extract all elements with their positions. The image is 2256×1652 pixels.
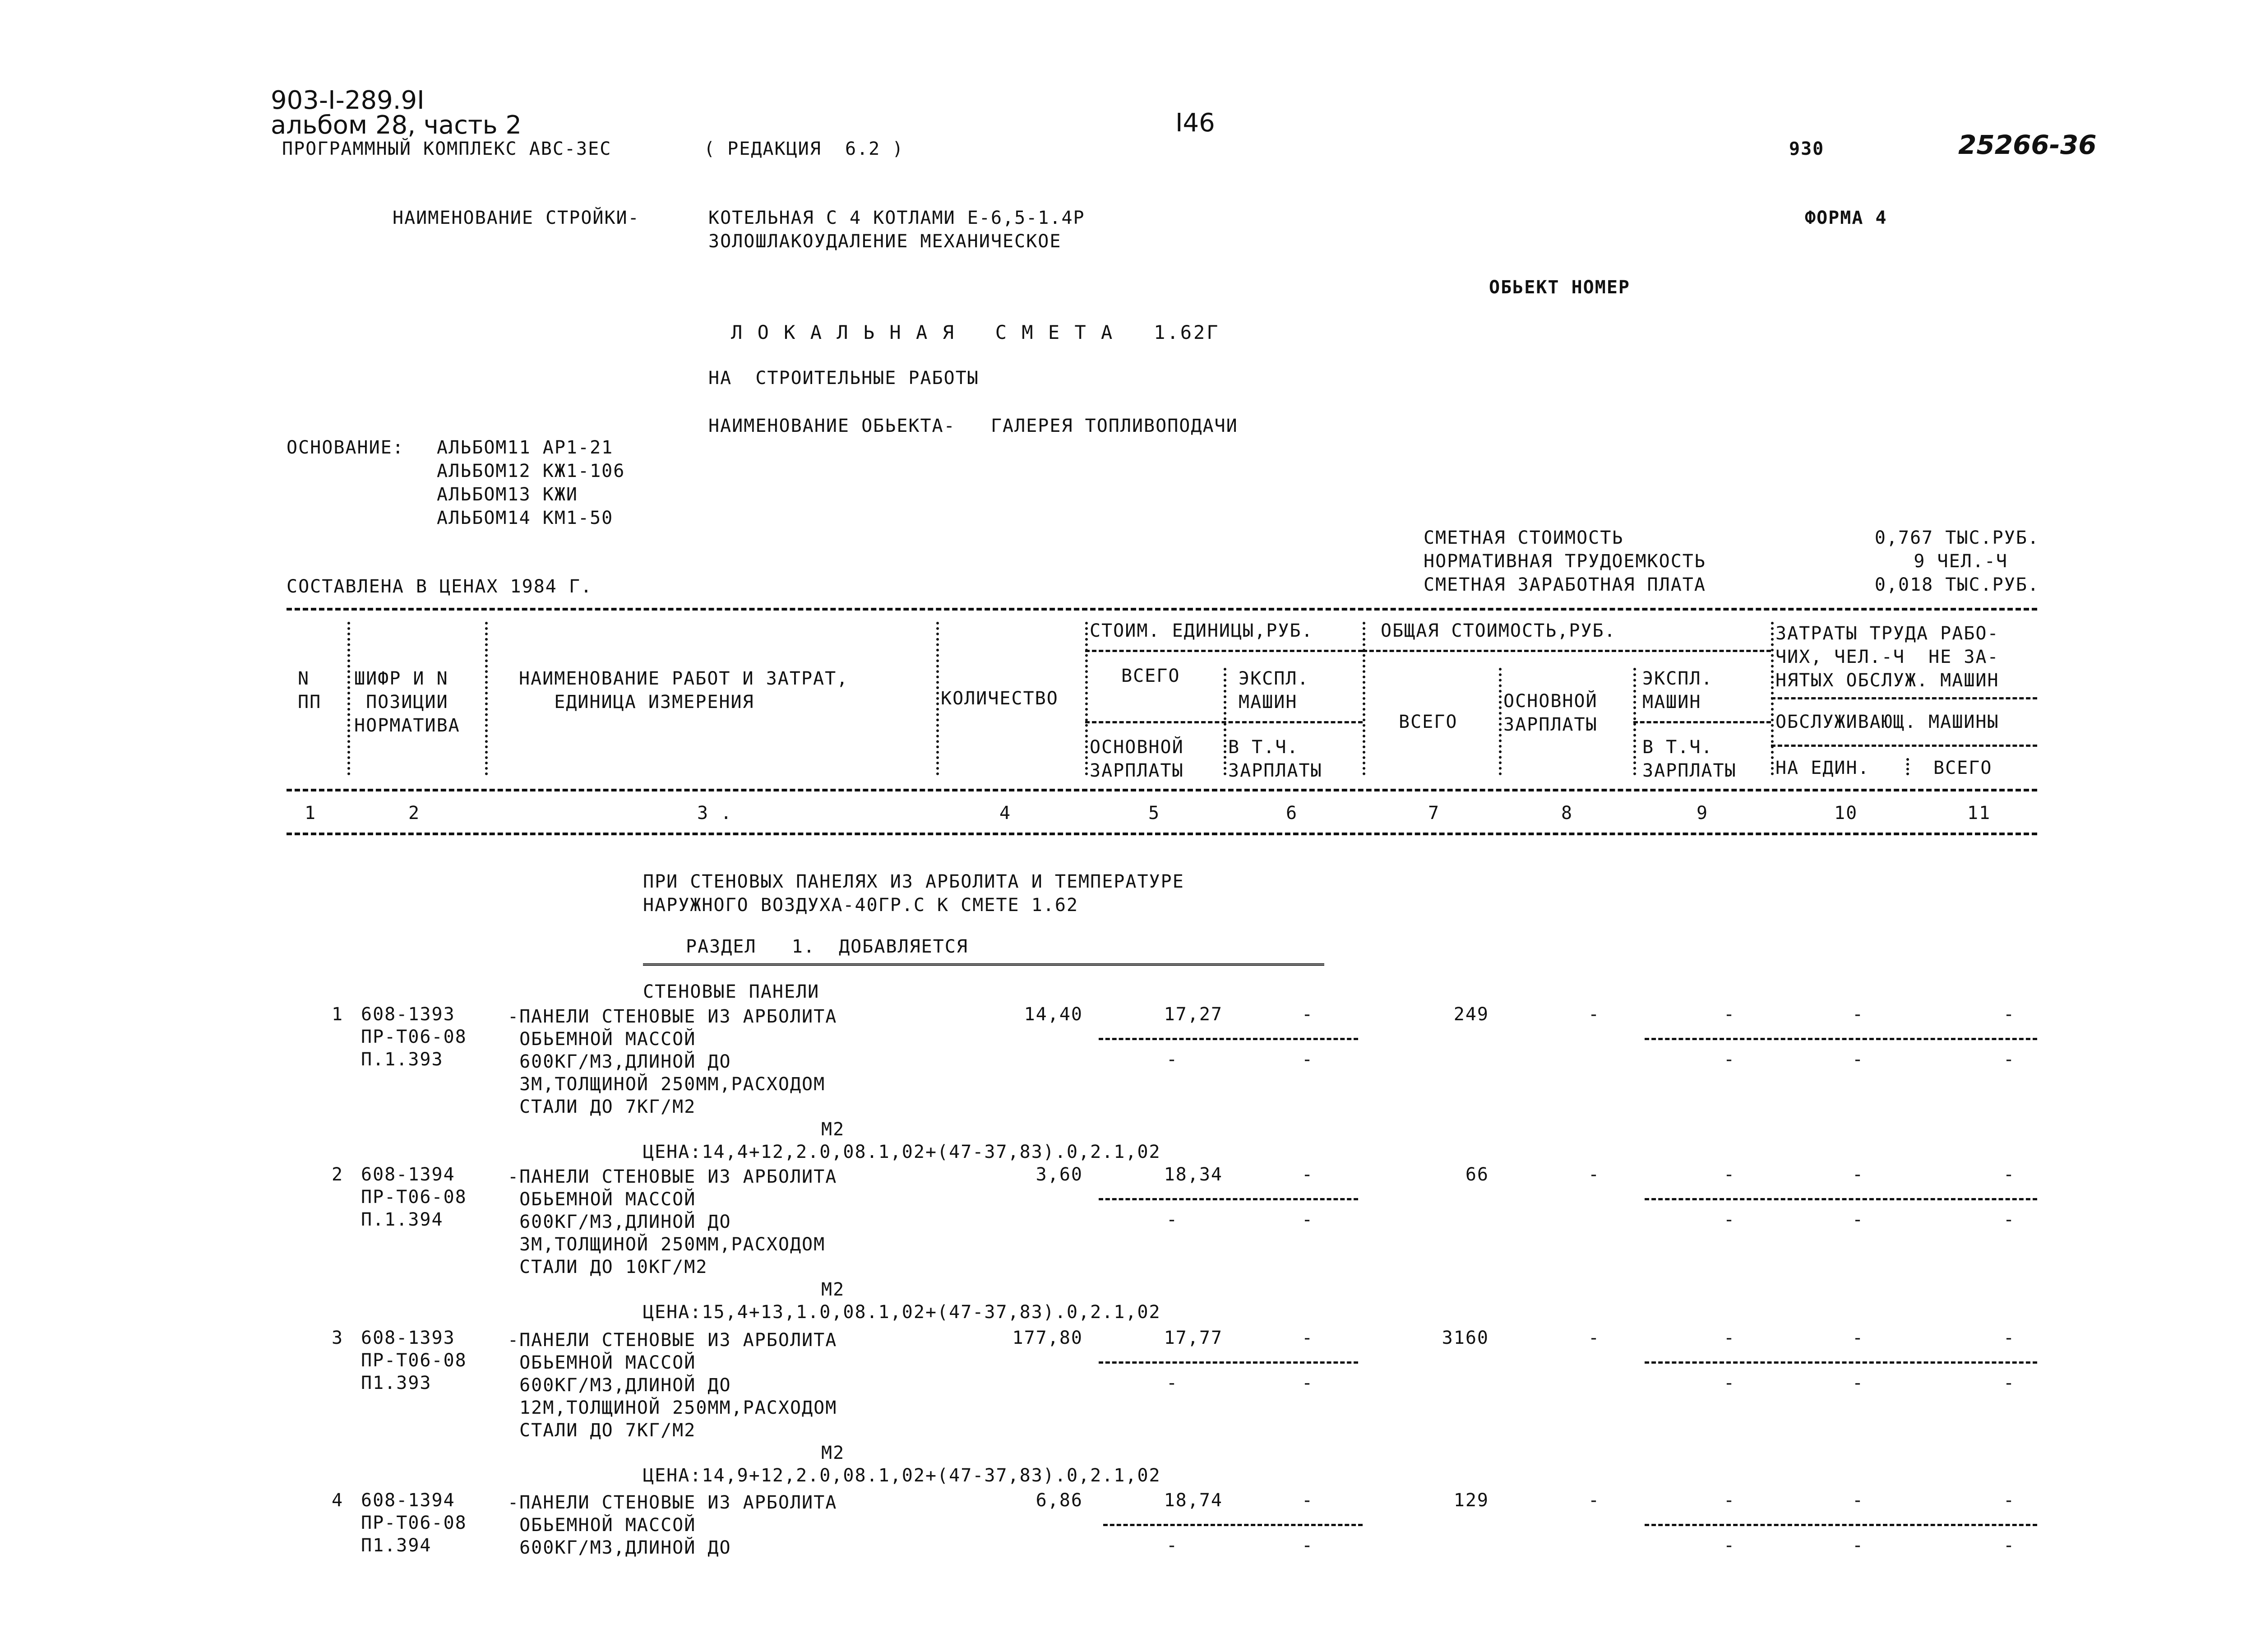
cell-separator [1099,1198,1358,1200]
cell-separator [1645,1198,2037,1200]
header-quantity: КОЛИЧЕСТВО [941,688,1059,709]
header-sub-rule [1085,650,1363,652]
header-total-wage: ОСНОВНОЙ ЗАРПЛАТЫ [1503,691,1598,735]
row-unit-price: 18,34 [1164,1164,1223,1185]
row-unit-price: 18,74 [1164,1490,1223,1511]
page-number: I46 [1175,108,1215,138]
basis-item: АЛЬБОМ11 АР1-21 [437,437,614,458]
header-unit-cost: СТОИМ. ЕДИНИЦЫ,РУБ. [1090,620,1313,641]
row-unit-machines: - [1302,1164,1314,1185]
row-description: -ПАНЕЛИ СТЕНОВЫЕ ИЗ АРБОЛИТА ОБЬЕМНОЙ МАССОЙ 600КГ/М3,ДЛИНОЙ ДО 12М,ТОЛЩИНОЙ 250ММ,РАСХОДОМ СТАЛИ ДО 7КГ/М2 [508,1330,837,1441]
header-sub-rule [1771,697,2037,699]
archive-code: 25266-36 [1958,130,2097,160]
row-total-machine-wage: - [1724,1535,1736,1556]
header-labor-total: ВСЕГО [1933,758,1992,778]
row-code: П.1.393 [361,1049,444,1070]
header-unit-machines: ЭКСПЛ. МАШИН [1239,668,1309,713]
edition-label: ( РЕДАКЦИЯ 6.2 ) [704,139,904,159]
column-number: 10 [1834,803,1858,824]
row-labor-machine-unit: - [1852,1209,1864,1230]
row-code: ПР-Т06-08 [361,1350,467,1371]
column-number: 4 [999,803,1012,824]
header-labor: ЗАТРАТЫ ТРУДА РАБО- ЧИХ, ЧЕЛ.-Ч НЕ ЗА- НЯТЫХ ОБСЛУЖ. МАШИН [1775,623,1999,691]
basis-item: АЛЬБОМ12 КЖ1-106 [437,461,625,481]
column-divider [1363,622,1365,775]
row-number: 4 [332,1490,344,1511]
row-unit-machines: - [1302,1490,1314,1511]
total-value: 9 ЧЕЛ.-Ч [1914,551,2008,572]
row-labor-total: - [2003,1328,2016,1348]
row-labor-machine-total: - [2003,1373,2016,1393]
header-unit-total: ВСЕГО [1121,666,1180,686]
column-divider [1499,668,1502,775]
row-description: -ПАНЕЛИ СТЕНОВЫЕ ИЗ АРБОЛИТА ОБЬЕМНОЙ МАССОЙ 600КГ/М3,ДЛИНОЙ ДО 3М,ТОЛЩИНОЙ 250ММ,РАСХОДОМ СТАЛИ ДО 10КГ/М2 [508,1166,837,1277]
header-work-name: НАИМЕНОВАНИЕ РАБОТ И ЗАТРАТ, ЕДИНИЦА ИЗМЕРЕНИЯ [519,668,849,713]
basis-item: АЛЬБОМ13 КЖИ [437,484,578,505]
total-label: СМЕТНАЯ СТОИМОСТЬ [1424,528,1624,548]
cell-separator [1645,1524,2037,1526]
header-sub-rule [1085,721,1363,723]
row-labor-machine-unit: - [1852,1373,1864,1393]
prices-basis: СОСТАВЛЕНА В ЦЕНАХ 1984 Г. [287,576,593,597]
column-number: 11 [1967,803,1991,824]
header-row-number: N ПП [298,668,322,713]
header-bottom-rule [287,789,2037,791]
column-number: 9 [1697,803,1709,824]
row-code: ПР-Т06-08 [361,1027,467,1047]
object-name: НАИМЕНОВАНИЕ ОБЬЕКТА- ГАЛЕРЕЯ ТОПЛИВОПОДАЧИ [708,416,1238,436]
column-number: 3 . [697,803,733,824]
column-divider [1906,758,1909,775]
row-total-machines: - [1724,1004,1736,1025]
header-sub-rule [1363,650,1771,652]
table-top-rule [287,608,2037,611]
row-price-formula: ЦЕНА:15,4+13,1.0,08.1,02+(47-37,83).0,2.1,02 [643,1302,1161,1323]
column-number: 5 [1148,803,1160,824]
row-code: П1.394 [361,1535,432,1556]
header-labor-machines: ОБСЛУЖИВАЮЩ. МАШИНЫ [1775,712,1999,732]
section-note: ПРИ СТЕНОВЫХ ПАНЕЛЯХ ИЗ АРБОЛИТА И ТЕМПЕРАТУРЕ НАРУЖНОГО ВОЗДУХА-40ГР.С К СМЕТЕ 1.62 [643,871,1184,916]
row-unit-wage: - [1166,1373,1179,1393]
group-title: СТЕНОВЫЕ ПАНЕЛИ [643,981,820,1002]
column-divider [1085,622,1088,775]
sheet-number: 930 [1789,139,1825,159]
total-label: НОРМАТИВНАЯ ТРУДОЕМКОСТЬ [1424,551,1706,572]
row-unit-price: 17,77 [1164,1328,1223,1348]
row-labor-machine-total: - [2003,1049,2016,1070]
form-label: ФОРМА 4 [1805,208,1887,228]
header-total-machines: ЭКСПЛ. МАШИН [1642,668,1713,713]
row-unit: М2 [821,1279,845,1300]
header-unit-wage: ОСНОВНОЙ ЗАРПЛАТЫ [1090,737,1184,781]
cell-separator [1103,1524,1363,1526]
column-divider [485,622,488,775]
row-unit-wage: - [1166,1209,1179,1230]
header-total-machine-wage: В Т.Ч. ЗАРПЛАТЫ [1642,737,1737,781]
cell-separator [1645,1038,2037,1040]
row-quantity: 6,86 [1036,1490,1083,1511]
row-unit: М2 [821,1119,845,1140]
row-total-wage: - [1588,1164,1600,1185]
row-total: 249 [1453,1004,1489,1025]
row-total-machines: - [1724,1328,1736,1348]
header-sub-rule [1633,721,1771,723]
row-total-machine-wage: - [1724,1209,1736,1230]
object-number-label: ОБЬЕКТ НОМЕР [1489,277,1630,298]
basis-item: АЛЬБОМ14 КМ1-50 [437,508,614,528]
row-labor-machine-unit: - [1852,1049,1864,1070]
row-code: 608-1393 [361,1004,455,1025]
row-labor-machine-total: - [2003,1535,2016,1556]
row-labor-unit: - [1852,1490,1864,1511]
row-unit-price: 17,27 [1164,1004,1223,1025]
column-number: 8 [1561,803,1573,824]
row-labor-unit: - [1852,1004,1864,1025]
total-label: СМЕТНАЯ ЗАРАБОТНАЯ ПЛАТА [1424,574,1706,595]
row-unit-machine-wage: - [1302,1049,1314,1070]
row-total: 66 [1465,1164,1489,1185]
row-description: -ПАНЕЛИ СТЕНОВЫЕ ИЗ АРБОЛИТА ОБЬЕМНОЙ МАССОЙ 600КГ/М3,ДЛИНОЙ ДО 3М,ТОЛЩИНОЙ 250ММ,РАСХОДОМ СТАЛИ ДО 7КГ/М2 [508,1006,837,1117]
cell-separator [1645,1361,2037,1364]
row-quantity: 3,60 [1036,1164,1083,1185]
row-unit-machine-wage: - [1302,1373,1314,1393]
row-code: П1.393 [361,1373,432,1393]
document-code: 903-I-289.9I [271,86,425,115]
section-underline [643,963,1324,966]
row-total-wage: - [1588,1328,1600,1348]
row-unit-wage: - [1166,1535,1179,1556]
row-code: 608-1394 [361,1490,455,1511]
row-total-machines: - [1724,1490,1736,1511]
column-number: 1 [305,803,317,824]
row-labor-total: - [2003,1490,2016,1511]
total-value: 0,767 ТЫС.РУБ. [1874,528,2039,548]
row-total: 3160 [1442,1328,1489,1348]
row-labor-unit: - [1852,1328,1864,1348]
estimate-title: Л О К А Л Ь Н А Я С М Е Т А 1.62Г [731,321,1220,343]
row-labor-total: - [2003,1164,2016,1185]
row-quantity: 177,80 [1012,1328,1083,1348]
row-price-formula: ЦЕНА:14,9+12,2.0,08.1,02+(47-37,83).0,2.1,02 [643,1465,1161,1486]
row-unit-machine-wage: - [1302,1209,1314,1230]
row-total-machine-wage: - [1724,1373,1736,1393]
header-unit-machine-wage: В Т.Ч. ЗАРПЛАТЫ [1228,737,1322,781]
row-total: 129 [1453,1490,1489,1511]
row-quantity: 14,40 [1024,1004,1083,1025]
row-code: 608-1394 [361,1164,455,1185]
row-number: 2 [332,1164,344,1185]
row-total-wage: - [1588,1490,1600,1511]
row-labor-machine-total: - [2003,1209,2016,1230]
column-divider [936,622,939,775]
program-label: ПРОГРАММНЫЙ КОМПЛЕКС АВС-3ЕС [282,139,612,159]
construction-line-1: КОТЕЛЬНАЯ С 4 КОТЛАМИ Е-6,5-1.4Р [708,208,1085,228]
row-number: 3 [332,1328,344,1348]
header-code: ШИФР И N ПОЗИЦИИ НОРМАТИВА [354,668,460,736]
column-number: 2 [408,803,421,824]
row-code: ПР-Т06-08 [361,1513,467,1533]
header-total-cost: ОБЩАЯ СТОИМОСТЬ,РУБ. [1381,620,1616,641]
header-total: ВСЕГО [1399,712,1458,732]
row-code: ПР-Т06-08 [361,1187,467,1208]
row-description: -ПАНЕЛИ СТЕНОВЫЕ ИЗ АРБОЛИТА ОБЬЕМНОЙ МАССОЙ 600КГ/М3,ДЛИНОЙ ДО [508,1492,837,1558]
row-labor-unit: - [1852,1164,1864,1185]
cell-separator [1099,1361,1358,1364]
basis-label: ОСНОВАНИЕ: [287,437,404,458]
column-number: 6 [1286,803,1298,824]
row-code: 608-1393 [361,1328,455,1348]
row-unit-wage: - [1166,1049,1179,1070]
total-value: 0,018 ТЫС.РУБ. [1874,574,2039,595]
construction-label: НАИМЕНОВАНИЕ СТРОЙКИ- [393,208,640,228]
construction-line-2: ЗОЛОШЛАКОУДАЛЕНИЕ МЕХАНИЧЕСКОЕ [708,231,1062,252]
row-unit-machine-wage: - [1302,1535,1314,1556]
cell-separator [1099,1038,1358,1040]
album-label: альбом 28, часть 2 [271,111,522,140]
section-title: РАЗДЕЛ 1. ДОБАВЛЯЕТСЯ [686,936,968,957]
numbers-bottom-rule [287,833,2037,835]
column-number: 7 [1428,803,1440,824]
header-sub-rule [1771,745,2037,747]
estimate-subtitle: НА СТРОИТЕЛЬНЫЕ РАБОТЫ [708,368,979,389]
row-total-wage: - [1588,1004,1600,1025]
column-divider [347,622,350,775]
row-total-machine-wage: - [1724,1049,1736,1070]
row-unit: М2 [821,1443,845,1463]
row-unit-machines: - [1302,1328,1314,1348]
row-price-formula: ЦЕНА:14,4+12,2.0,08.1,02+(47-37,83).0,2.1,02 [643,1142,1161,1162]
row-number: 1 [332,1004,344,1025]
row-total-machines: - [1724,1164,1736,1185]
row-labor-machine-unit: - [1852,1535,1864,1556]
header-labor-unit: НА ЕДИН. [1775,758,1870,778]
row-code: П.1.394 [361,1209,444,1230]
row-unit-machines: - [1302,1004,1314,1025]
row-labor-total: - [2003,1004,2016,1025]
